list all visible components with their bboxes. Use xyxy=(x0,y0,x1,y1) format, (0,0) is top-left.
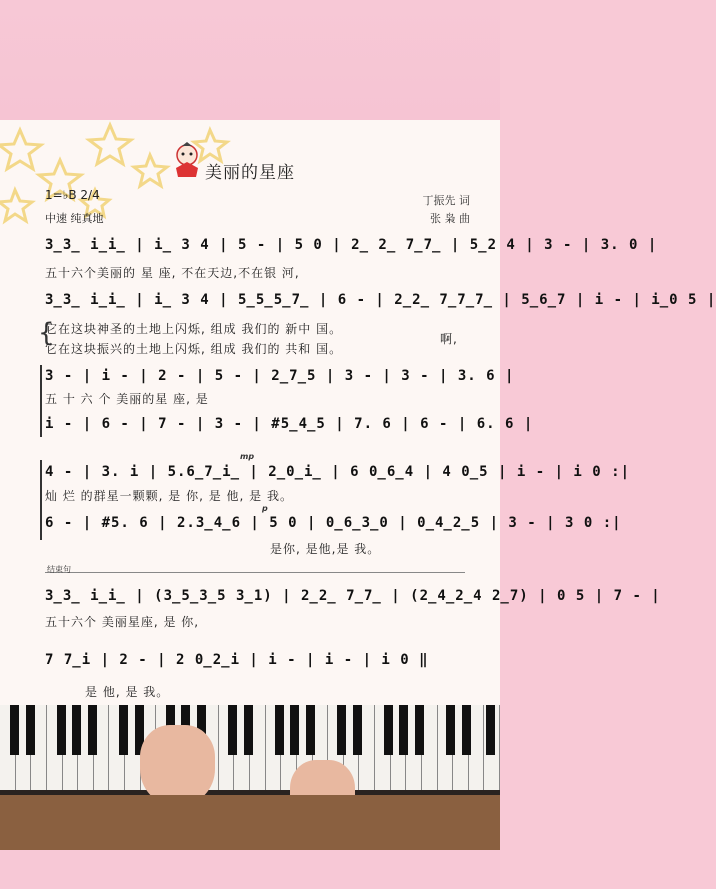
song-title: 美丽的星座 xyxy=(205,163,295,183)
brace-left: { xyxy=(38,318,55,348)
mascot-icon xyxy=(172,142,202,178)
notation-line-7: 3̲3̲ i̲i̲ | (3̲5̲3̲5 3̲1) | 2̲2̲ 7̲7̲ | (2̲4̲2̲4 2̲7) | 0 5 | 7 - | xyxy=(45,588,661,604)
notation-line-3: 3 - | i - | 2 - | 5 - | 2̲7̲5 | 3 - | 3 - | 3. 6 | xyxy=(45,368,515,384)
lyric-line-4: 灿 烂 的群星一颗颗, 是 你, 是 他, 是 我。 xyxy=(45,489,293,503)
dynamic-p: p xyxy=(262,504,268,513)
ending-bracket-line xyxy=(45,572,465,573)
system-bracket-1 xyxy=(40,365,42,437)
tempo-marking: 中速 纯真地 xyxy=(45,212,104,225)
key-signature: 1=♭B 2/4 xyxy=(45,188,100,202)
lyric-line-3: 五 十 六 个 美丽的星 座, 是 xyxy=(45,392,209,406)
lyric-line-1: 五十六个美丽的 星 座, 不在天边,不在银 河, xyxy=(45,266,300,280)
composer-credit: 张 枭 曲 xyxy=(430,212,470,225)
lyric-line-5: 是你, 是他,是 我。 xyxy=(270,542,381,556)
top-pink-banner xyxy=(0,0,500,120)
notation-line-8: 7 7̲i | 2 - | 2 0̲2̲i | i - | i - | i 0 ‖ xyxy=(45,652,429,668)
lyric-line-2a: 它在这块神圣的土地上闪烁, 组成 我们的 新中 国。 xyxy=(45,322,343,336)
notation-line-1: 3̲3̲ i̲i̲ | i̲ 3 4 | 5 - | 5 0 | 2̲ 2̲ 7̲7̲ | 5̲2 4 | 3 - | 3. 0 | xyxy=(45,237,658,253)
floor xyxy=(0,795,500,850)
lyric-line-6: 五十六个 美丽星座, 是 你, xyxy=(45,615,200,629)
lyric-line-2c: 啊, xyxy=(440,332,458,346)
notation-line-6: 6 - | #5. 6 | 2.3̲4̲6 | 5 0 | 0̲6̲3̲0 | 0̲4̲2̲5 | 3 - | 3 0 :| xyxy=(45,515,622,531)
system-bracket-2 xyxy=(40,460,42,540)
notation-line-4: i - | 6 - | 7 - | 3 - | #5̲4̲5 | 7. 6 | 6 - | 6. 6 | xyxy=(45,416,534,432)
notation-line-5: 4 - | 3. i | 5.6̲7̲i̲ | 2̲0̲i̲ | 6 0̲6̲4 | 4 0̲5 | i - | i 0 :| xyxy=(45,464,631,480)
dynamic-mp: mp xyxy=(240,452,255,461)
lyric-line-2b: 它在这块振兴的土地上闪烁, 组成 我们的 共和 国。 xyxy=(45,342,343,356)
ending-marker: 结束句 xyxy=(47,565,71,574)
left-hand xyxy=(140,725,215,805)
lyricist-credit: 丁振先 词 xyxy=(422,194,470,207)
bottom-pink-banner xyxy=(0,850,500,889)
sheet-music-page xyxy=(0,120,716,705)
lyric-line-7: 是 他, 是 我。 xyxy=(85,685,170,699)
notation-line-2: 3̲3̲ i̲i̲ | i̲ 3 4 | 5̲5̲5̲7̲ | 6 - | 2̲2̲ 7̲7̲7̲ | 5̲6̲7 | i - | i̲0 5 | xyxy=(45,292,716,308)
